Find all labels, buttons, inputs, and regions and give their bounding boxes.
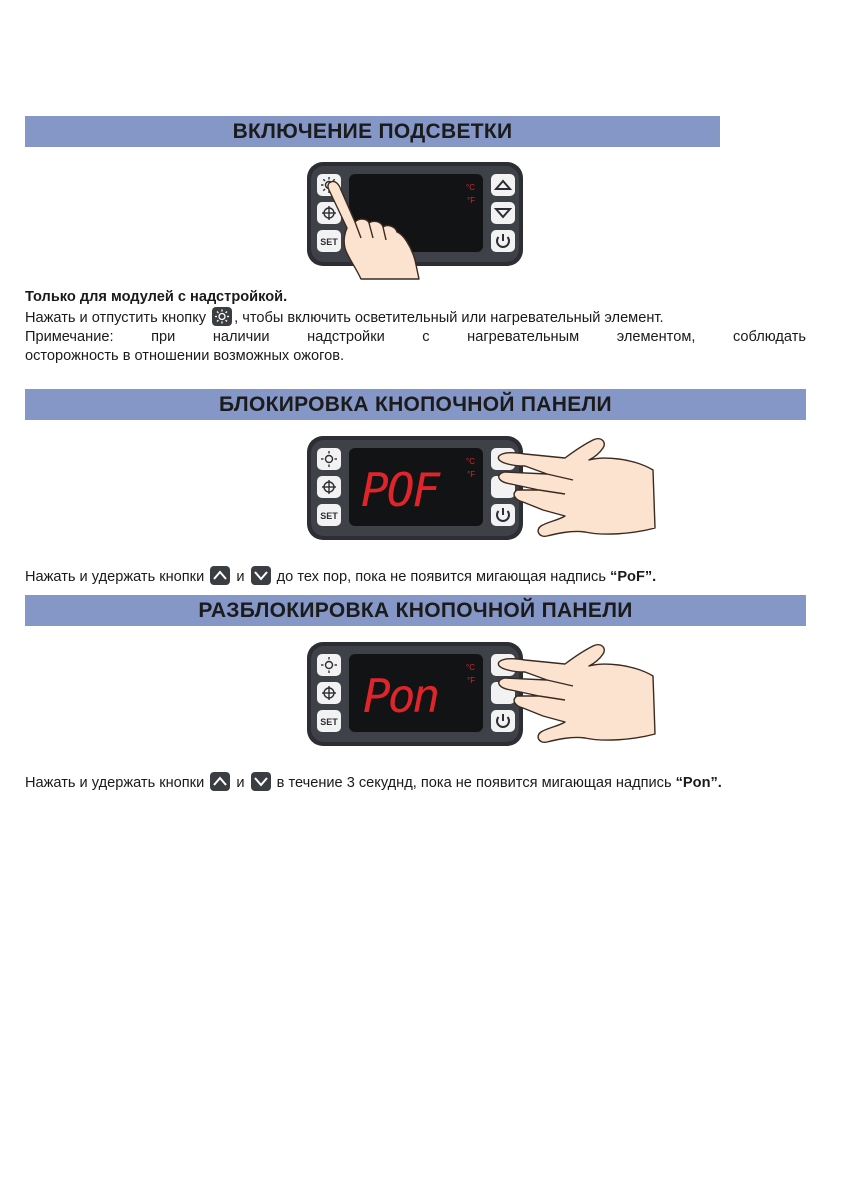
up-button[interactable] — [491, 174, 515, 196]
section1-note-line1: Примечание: при наличии надстройки с нагревательным элементом, соблюдать — [25, 329, 806, 345]
svg-text:°C: °C — [466, 663, 475, 672]
svg-text:°F: °F — [467, 470, 476, 479]
down-button[interactable] — [491, 202, 515, 224]
svg-text:°C: °C — [466, 457, 475, 466]
section-title: ВКЛЮЧЕНИЕ ПОДСВЕТКИ — [232, 119, 513, 143]
display-readout: POF — [361, 463, 439, 517]
section-title: БЛОКИРОВКА КНОПОЧНОЙ ПАНЕЛИ — [219, 392, 612, 416]
controller-device-1 — [303, 160, 529, 280]
set-button-label: SET — [320, 511, 338, 521]
code-pof: “PoF”. — [610, 569, 657, 585]
svg-text:°F: °F — [467, 196, 476, 205]
section-header-lock — [25, 389, 806, 420]
controller-device-3 — [303, 636, 673, 754]
arrow-up-icon — [210, 772, 230, 791]
set-button-label: SET — [320, 717, 338, 727]
svg-text:°F: °F — [467, 676, 476, 685]
section1-note-line2: осторожность в отношении возможных ожогов. — [25, 348, 345, 364]
section3-text — [25, 772, 806, 793]
section1-instruction: Нажать и отпустить кнопку , чтобы включить осветительный или нагревательный элемент. — [25, 307, 806, 328]
section-title: РАЗБЛОКИРОВКА КНОПОЧНОЙ ПАНЕЛИ — [198, 598, 633, 622]
section3-instruction: Нажать и удержать кнопки и в течение 3 секуднд, пока не появится мигающая надпись “Pon”. — [25, 772, 806, 793]
section1-subtitle: Только для модулей с надстройкой. — [25, 289, 288, 305]
section2-instruction: Нажать и удержать кнопки и до тех пор, пока не появится мигающая надпись “PoF”. — [25, 566, 806, 587]
controller-device-2 — [303, 430, 673, 548]
sun-icon — [212, 307, 232, 326]
unit-indicator: °C — [466, 183, 475, 192]
arrow-up-icon — [210, 566, 230, 585]
set-button-label: SET — [320, 237, 338, 247]
section-header-unlock — [25, 595, 806, 626]
arrow-down-icon — [251, 772, 271, 791]
section-header-backlight — [25, 116, 720, 147]
section2-text — [25, 566, 806, 587]
code-pon: “Pon”. — [675, 775, 722, 791]
section1-text — [25, 288, 806, 366]
arrow-down-icon — [251, 566, 271, 585]
display-readout: Pon — [363, 669, 438, 723]
